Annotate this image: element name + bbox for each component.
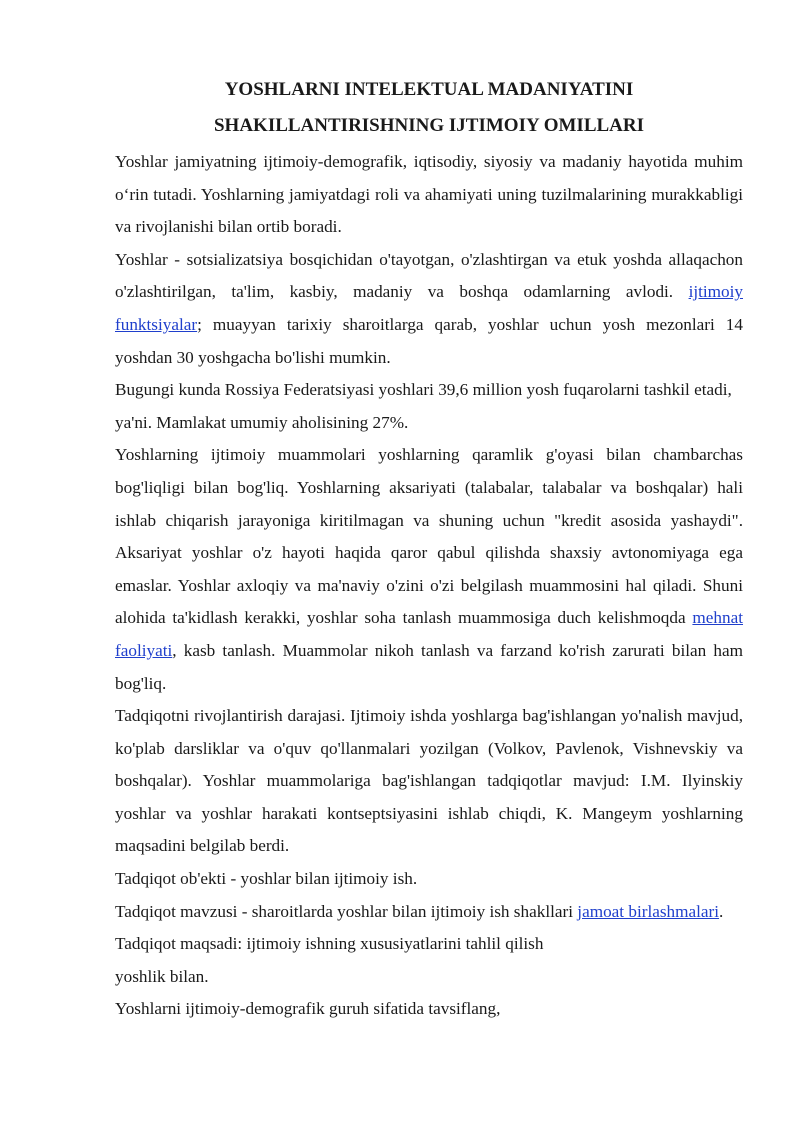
paragraph-text: , kasb tanlash. Muammolar nikoh tanlash va farzand ko'rish zarurati bilan ham bog'liq. [115, 640, 743, 693]
link-mehnat-faoliyati[interactable]: mehnat faoliyati [115, 608, 743, 660]
paragraph: Bugungi kunda Rossiya Federatsiyasi yoshlari 39,6 million yosh fuqarolarni tashkil etadi, ya'ni. Mamlakat umumiy aholisining 27%. [115, 380, 732, 432]
document-body [115, 146, 743, 1026]
paragraph [115, 896, 743, 929]
paragraph: Tadqiqot maqsadi: ijtimoiy ishning xususiyatlarini tahlil qilish [115, 934, 544, 954]
link-jamoat-birlashmalari[interactable]: jamoat birlashmalari [577, 901, 720, 921]
paragraph [115, 244, 743, 374]
link-ijtimoiy-funktsiyalar[interactable]: ijtimoiy funktsiyalar [115, 282, 743, 334]
paragraph-text: Tadqiqot mavzusi - sharoitlarda yoshlar bilan ijtimoiy ish shakllari [115, 901, 578, 921]
title-line-1: YOSHLARNI INTELEKTUAL MADANIYATINI [224, 79, 634, 100]
paragraph: Tadqiqot ob'ekti - yoshlar bilan ijtimoiy ish. [115, 869, 418, 889]
paragraph-text: . [719, 901, 724, 921]
paragraph: yoshlik bilan. [115, 966, 209, 986]
paragraph: Yoshlarni ijtimoiy-demografik guruh sifatida tavsiflang, [115, 999, 501, 1019]
paragraph-text: Yoshlar - sotsializatsiya bosqichidan o'tayotgan, o'zlashtirgan va etuk yoshda allaqachon o'zlashtirilgan, ta'lim, kasbiy, madaniy va boshqa odamlarning avlodi. [115, 249, 743, 302]
paragraph-text: Yoshlarning ijtimoiy muammolari yoshlarning qaramlik g'oyasi bilan chambarchas bog'liqligi bilan bog'liq. Yoshlarning aksariyati (talabalar, talabalar va boshqalar) hali ishlab chiqarish jarayoniga kiritilmagan va shuning uchun "kredit asosida yashaydi". Aksariyat yoshlar o'z hayoti haqida qaror qabul qilishda shaxsiy avtonomiyaga ega emaslar. Yoshlar axloqiy va ma'naviy o'zini o'zi belgilash muammosini hal qiladi. Shuni alohida ta'kidlash kerakki, yoshlar soha tanlash muammosiga duch kelishmoqda [115, 445, 743, 628]
paragraph-text: ; muayyan tarixiy sharoitlarga qarab, yoshlar uchun yosh mezonlari 14 yoshdan 30 yoshgacha bo'lishi mumkin. [115, 314, 743, 367]
title-line-2: SHAKILLANTIRISHNING IJTIMOIY OMILLARI [213, 115, 645, 136]
paragraph [115, 439, 743, 700]
page-title [115, 72, 743, 144]
paragraph: Yoshlar jamiyatning ijtimoiy-demografik, iqtisodiy, siyosiy va madaniy hayotida muhim o‘rin tutadi. Yoshlarning jamiyatdagi roli va ahamiyati uning tuzilmalarining murakkabligi va rivojlanishi bilan ortib boradi. [115, 152, 743, 237]
paragraph: Tadqiqotni rivojlantirish darajasi. Ijtimoiy ishda yoshlarga bag'ishlangan yo'nalish mavjud, ko'plab darsliklar va o'quv qo'llanmalari yozilgan (Volkov, Pavlenok, Vishnevskiy va boshqalar). Yoshlar muammolariga bag'ishlangan tadqiqotlar mavjud: I.M. Ilyinskiy yoshlar va yoshlar harakati kontseptsiyasini ishlab chiqdi, K. Mangeym yoshlarning maqsadini belgilab berdi. [115, 706, 743, 856]
